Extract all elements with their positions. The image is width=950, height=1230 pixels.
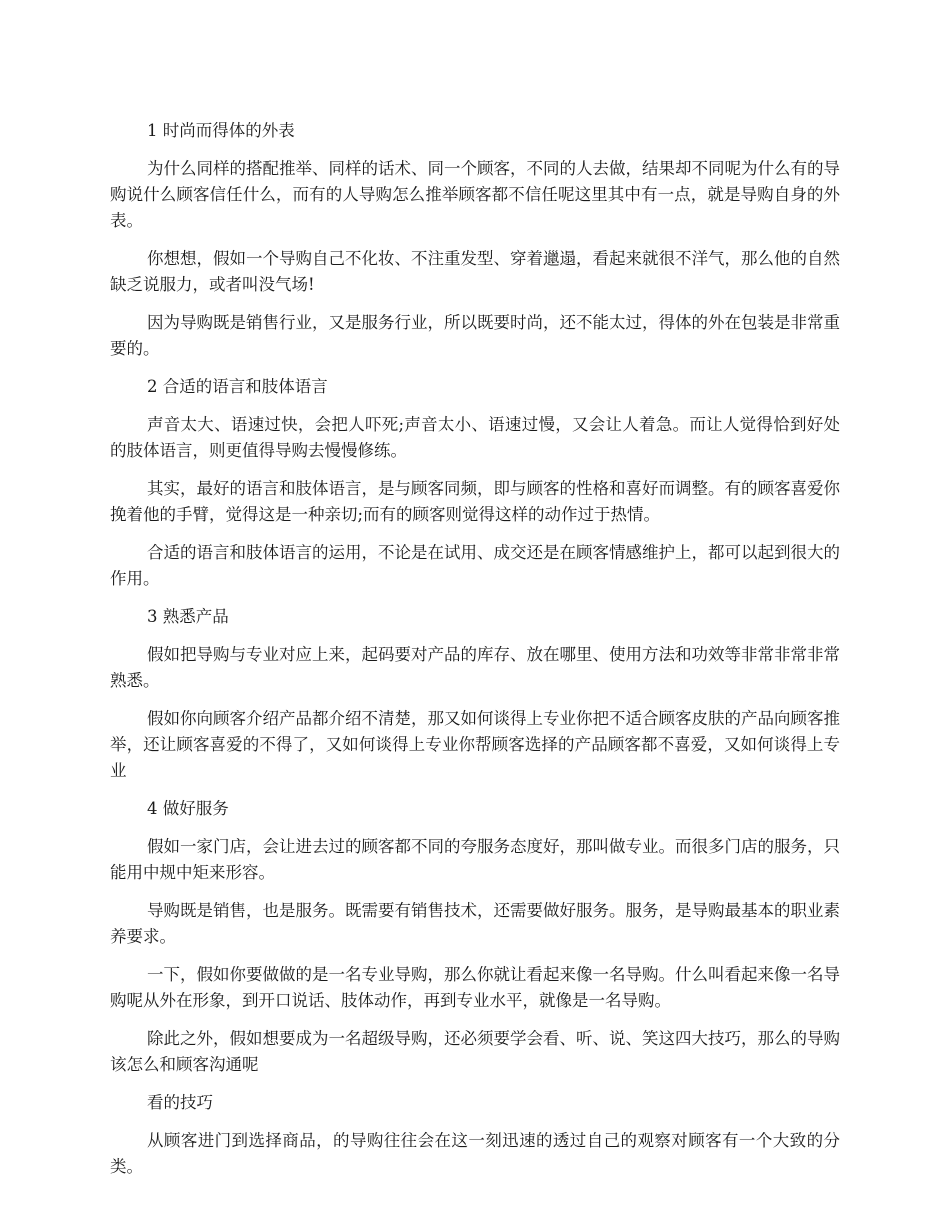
paragraph: 其实，最好的语言和肢体语言，是与顾客同频，即与顾客的性格和喜好而调整。有的顾客喜爱你挽着他的手臂，觉得这是一种亲切;而有的顾客则觉得这样的动作过于热情。 [110, 479, 840, 524]
paragraph: 从顾客进门到选择商品，的导购往往会在这一刻迅速的透过自己的观察对顾客有一个大致的分类。 [110, 1131, 840, 1176]
paragraph: 为什么同样的搭配推举、同样的话术、同一个顾客，不同的人去做，结果却不同呢为什么有的导购说什么顾客信任什么，而有的人导购怎么推举顾客都不信任呢这里其中有一点，就是导购自身的外表。 [110, 159, 840, 230]
section-heading-1: 1 时尚而得体的外表 [147, 121, 295, 140]
document-body [110, 118, 840, 1192]
paragraph: 假如把导购与专业对应上来，起码要对产品的库存、放在哪里、使用方法和功效等非常非常非常熟悉。 [110, 645, 840, 690]
section-heading-3: 3 熟悉产品 [147, 607, 229, 626]
paragraph: 除此之外，假如想要成为一名超级导购，还必须要学会看、听、说、笑这四大技巧，那么的导购该怎么和顾客沟通呢 [110, 1029, 840, 1074]
paragraph: 一下，假如你要做做的是一名专业导购，那么你就让看起来像一名导购。什么叫看起来像一名导购呢从外在形象，到开口说话、肢体动作，再到专业水平，就像是一名导购。 [110, 965, 840, 1010]
paragraph: 假如一家门店，会让进去过的顾客都不同的夸服务态度好，那叫做专业。而很多门店的服务，只能用中规中矩来形容。 [110, 837, 840, 882]
section-heading-2: 2 合适的语言和肢体语言 [147, 377, 328, 396]
section-heading-look-skills: 看的技巧 [147, 1093, 213, 1112]
paragraph: 因为导购既是销售行业，又是服务行业，所以既要时尚，还不能太过，得体的外在包装是非常重要的。 [110, 313, 840, 358]
paragraph: 假如你向顾客介绍产品都介绍不清楚，那又如何谈得上专业你把不适合顾客皮肤的产品向顾客推举，还让顾客喜爱的不得了，又如何谈得上专业你帮顾客选择的产品顾客都不喜爱，又如何谈得上专业 [110, 709, 840, 780]
paragraph: 你想想，假如一个导购自己不化妆、不注重发型、穿着邋遢，看起来就很不洋气，那么他的自然缺乏说服力，或者叫没气场! [110, 249, 840, 294]
paragraph: 导购既是销售，也是服务。既需要有销售技术，还需要做好服务。服务，是导购最基本的职业素养要求。 [110, 901, 840, 946]
paragraph: 合适的语言和肢体语言的运用，不论是在试用、成交还是在顾客情感维护上，都可以起到很大的作用。 [110, 543, 840, 588]
section-heading-4: 4 做好服务 [147, 799, 229, 818]
paragraph: 声音太大、语速过快，会把人吓死;声音太小、语速过慢，又会让人着急。而让人觉得恰到好处的肢体语言，则更值得导购去慢慢修练。 [110, 415, 840, 460]
